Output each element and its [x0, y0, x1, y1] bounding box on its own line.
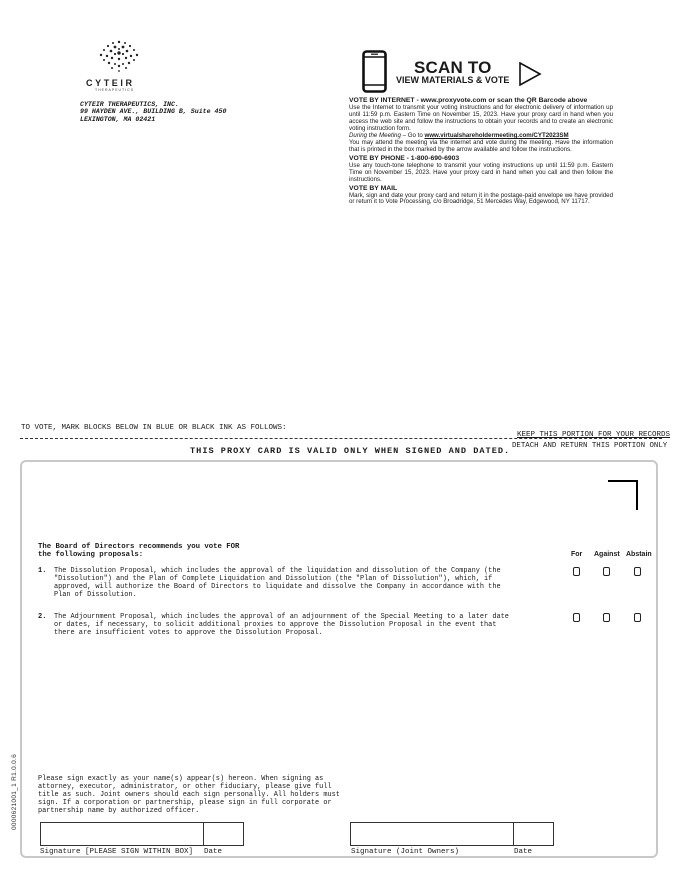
signing-instructions — [38, 775, 340, 815]
sign-line: attorney, executor, administrator, or other fiduciary, please give full — [38, 783, 332, 791]
proposal-2-abstain-checkbox[interactable] — [634, 613, 641, 622]
board-recommendation — [38, 543, 239, 559]
ink-instructions: TO VOTE, MARK BLOCKS BELOW IN BLUE OR BLACK INK AS FOLLOWS: — [21, 424, 287, 432]
scan-subtitle: VIEW MATERIALS & VOTE — [396, 75, 510, 85]
proposal-text — [54, 613, 509, 637]
signature-label: Signature [PLEASE SIGN WITHIN BOX] — [40, 848, 194, 856]
sign-line: partnership name by authorized officer. — [38, 807, 200, 815]
address-line: LEXINGTON, MA 02421 — [80, 115, 156, 123]
vote-internet-heading: VOTE BY INTERNET - www.proxyvote.com or scan the QR Barcode above — [349, 97, 588, 104]
logo-subtitle: THERAPEUTICS — [95, 88, 135, 92]
proposal-1-abstain-checkbox[interactable] — [634, 567, 641, 576]
joint-date-box[interactable] — [513, 822, 554, 846]
proposal-line: "Dissolution") and the Plan of Complete Liquidation and Dissolution (the "Plan of Dissolution"), which, if — [54, 575, 493, 583]
smartphone-icon — [362, 50, 387, 93]
proposal-2-against-checkbox[interactable] — [603, 613, 610, 622]
proposal-line: approved, will authorize the Board of Directors to liquidate and dissolve the Company in accordance with the — [54, 583, 501, 591]
date-box[interactable] — [203, 822, 244, 846]
during-meeting-mid: – Go to — [400, 131, 425, 139]
proposal-2-for-checkbox[interactable] — [573, 613, 580, 622]
sign-line: title as such. Joint owners should each sign personally. All holders must — [38, 791, 340, 799]
meeting-link[interactable]: www.virtualshareholdermeeting.com/CYT2023SM — [424, 131, 569, 139]
proposal-1-against-checkbox[interactable] — [603, 567, 610, 576]
proposal-text — [54, 567, 501, 599]
proposal-line: The Adjournment Proposal, which includes the approval of an adjournment of the Special Meeting to a later date — [54, 613, 509, 621]
column-header-for: For — [571, 551, 583, 558]
vote-mail-heading: VOTE BY MAIL — [349, 184, 398, 192]
proposal-line: or dates, if necessary, to solicit additional proxies to approve the Dissolution Proposal in the event that — [54, 621, 497, 629]
proposal-line: Plan of Dissolution. — [54, 591, 137, 599]
column-header-abstain: Abstain — [626, 551, 652, 558]
board-rec-line: The Board of Directors recommends you vote FOR — [38, 543, 240, 551]
keep-records-label: KEEP THIS PORTION FOR YOUR RECORDS — [517, 431, 671, 439]
logo-wordmark: CYTEIR — [86, 78, 135, 88]
play-arrow-icon — [518, 62, 542, 86]
voting-instructions — [349, 97, 613, 206]
document-code: 0000621001_1 R1.0.0.6 — [11, 753, 18, 830]
board-rec-line: the following proposals: — [38, 551, 144, 559]
sign-line: sign. If a corporation or partnership, please sign in full corporate or — [38, 799, 332, 807]
during-meeting-label: During the Meeting — [349, 131, 401, 139]
proposal-number: 2. — [38, 613, 47, 621]
during-meeting-text: You may attend the meeting via the internet and vote during the meeting. Have the information that is printed in the box marked by the arrow available and follow the instructions. — [349, 138, 613, 153]
address-line: 99 HAYDEN AVE., BUILDING B, Suite 450 — [80, 108, 227, 116]
proposal-1-for-checkbox[interactable] — [573, 567, 580, 576]
vote-mail-text: Mark, sign and date your proxy card and return it in the postage-paid envelope we have provided or return it to Vote Processing, c/o Broadridge, 51 Mercedes Way, Edgewood, NY 11717. — [349, 191, 613, 206]
valid-notice: THIS PROXY CARD IS VALID ONLY WHEN SIGNED AND DATED. — [190, 446, 511, 456]
vote-phone-text: Use any touch-tone telephone to transmit your voting instructions up until 11:59 p.m. Eastern Time on November 15, 2023. Have your proxy card in hand when you call and then follow the instructions. — [349, 161, 613, 183]
column-header-against: Against — [594, 551, 620, 558]
company-address — [80, 101, 226, 123]
detach-line — [20, 438, 662, 439]
corner-registration-mark — [608, 480, 638, 510]
proposal-line: there are insufficient votes to approve the Dissolution Proposal. — [54, 629, 323, 637]
scan-title: SCAN TO — [414, 58, 492, 77]
detach-return-label: DETACH AND RETURN THIS PORTION ONLY — [512, 442, 668, 450]
joint-date-label: Date — [514, 848, 533, 856]
vote-internet-text: Use the Internet to transmit your voting instructions and for electronic delivery of information up until 11:59 p.m. Eastern Time on November 15, 2023. Have your proxy card in hand when you access the web site and follow the instructions to obtain your records and to create an electronic voting instruction form. — [349, 104, 613, 132]
sign-line: Please sign exactly as your name(s) appear(s) hereon. When signing as — [38, 775, 324, 783]
proposal-number: 1. — [38, 567, 47, 575]
joint-signature-label: Signature (Joint Owners) — [351, 848, 460, 856]
proposal-line: The Dissolution Proposal, which includes the approval of the liquidation and dissolution of the Company (the — [54, 567, 501, 575]
address-line: CYTEIR THERAPEUTICS, INC. — [80, 101, 179, 108]
vote-phone-heading: VOTE BY PHONE - 1-800-690-6903 — [349, 154, 460, 162]
date-label: Date — [204, 848, 223, 856]
